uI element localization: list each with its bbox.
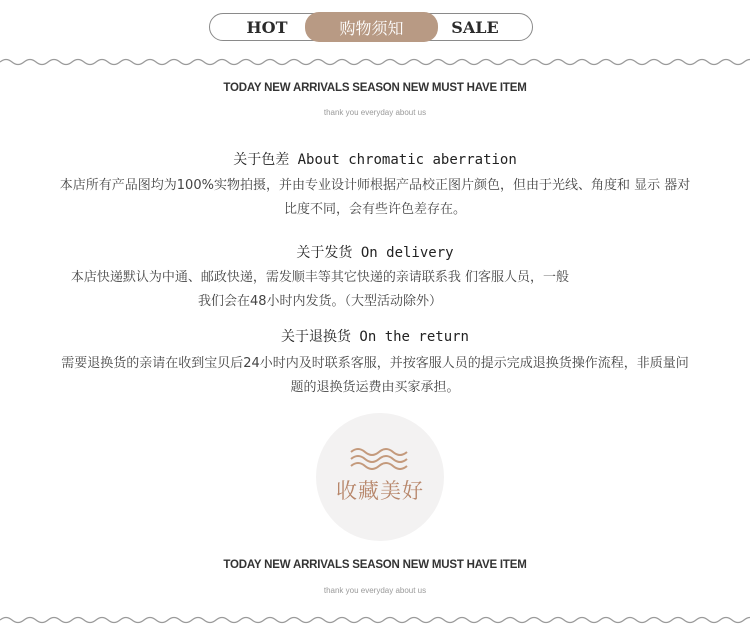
footer-caption: TODAY NEW ARRIVALS SEASON NEW MUST HAVE ITEM xyxy=(223,559,527,571)
header-subcaption: thank you everyday about us xyxy=(323,108,427,117)
section-body-line: 本店快递默认为中通、邮政快递，需发顺丰等其它快递的亲请联系我 们客服人员，一般 xyxy=(70,270,570,285)
section-title-return: 关于退换货 On the return xyxy=(280,329,469,345)
tab-hot[interactable]: HOT xyxy=(246,17,288,37)
section-body-color xyxy=(30,174,720,222)
section-body-line: 需要退换货的亲请在收到宝贝后24小时内及时联系客服，并按客服人员的提示完成退换货操作流程，非质量问 xyxy=(61,356,689,371)
tab-bar xyxy=(209,13,533,41)
section-body-delivery xyxy=(40,266,600,314)
section-body-return xyxy=(30,352,720,400)
wave-divider-bottom xyxy=(0,614,750,626)
wave-divider-top xyxy=(0,56,750,68)
section-title-color: 关于色差 About chromatic aberration xyxy=(233,152,517,168)
tab-sale[interactable]: SALE xyxy=(451,17,499,37)
tab-shopping-notice[interactable]: 购物须知 xyxy=(305,12,438,42)
section-body-line: 题的退换货运费由买家承担。 xyxy=(290,380,460,395)
favorite-seal[interactable] xyxy=(316,413,444,541)
wave-lines-icon xyxy=(349,446,411,470)
section-title-delivery: 关于发货 On delivery xyxy=(296,245,454,261)
section-body-line: 本店所有产品图均为100%实物拍摄，并由专业设计师根据产品校正图片颜色，但由于光线、角度和 显示 器对 xyxy=(59,178,691,193)
header-caption: TODAY NEW ARRIVALS SEASON NEW MUST HAVE ITEM xyxy=(223,82,527,94)
footer-subcaption: thank you everyday about us xyxy=(323,586,427,595)
section-body-line: 比度不同，会有些许色差存在。 xyxy=(283,202,466,217)
seal-text: 收藏美好 xyxy=(336,479,424,503)
section-body-line: 我们会在48小时内发货。（大型活动除外） xyxy=(197,294,443,309)
